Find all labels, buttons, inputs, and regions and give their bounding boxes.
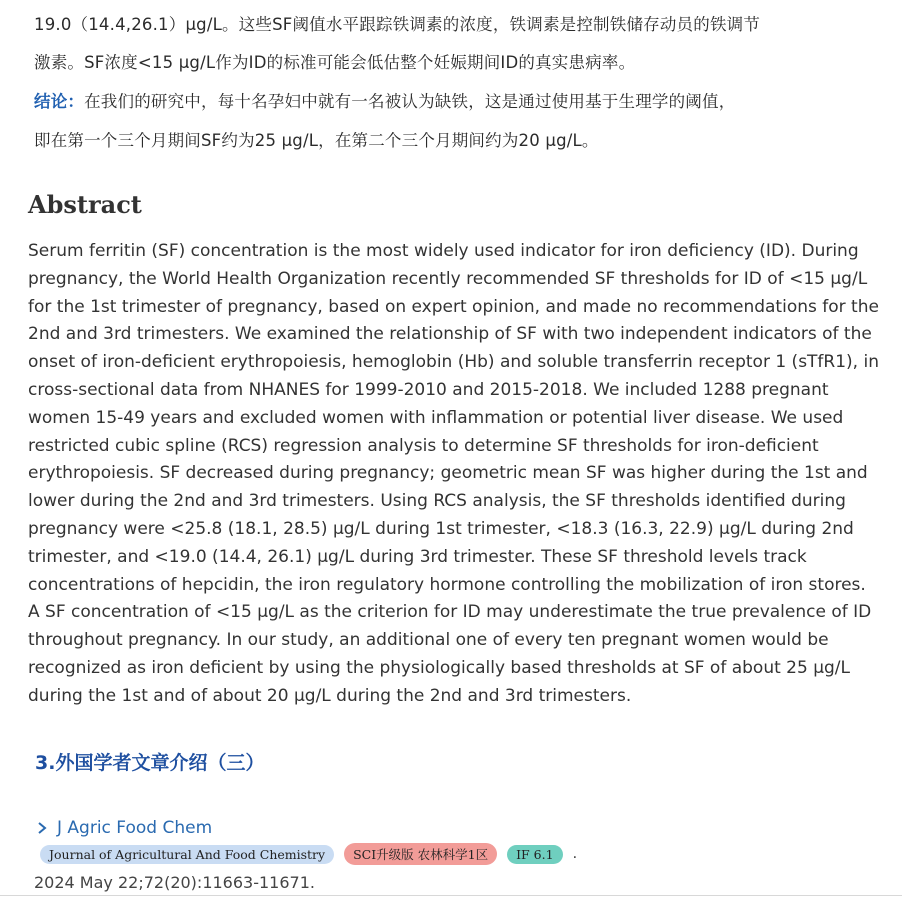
impact-factor-badge[interactable]: IF 6.1 (507, 845, 562, 864)
journal-badges (40, 843, 577, 865)
sci-rank-badge[interactable]: SCI升级版 农林科学1区 (344, 843, 497, 865)
divider (0, 895, 902, 896)
citation-details: 2024 May 22;72(20):11663-11671. (34, 873, 315, 892)
journal-link[interactable] (35, 818, 212, 838)
conclusion-label: 结论： (34, 92, 85, 111)
summary-line-3 (34, 88, 735, 112)
journal-name[interactable]: J Agric Food Chem (57, 818, 213, 838)
abstract-title: Abstract (28, 190, 142, 219)
section-heading: 3.外国学者文章介绍（三） (35, 752, 265, 774)
conclusion-text: 在我们的研究中，每十名孕妇中就有一名被认为缺铁，这是通过使用基于生理学的阈值， (84, 92, 736, 111)
chevron-right-icon (35, 821, 49, 835)
separator-dot: . (572, 846, 578, 862)
summary-line-2: 激素。SF浓度<15 μg/L作为ID的标准可能会低估整个妊娠期间ID的真实患病率。 (34, 53, 636, 72)
abstract-text: Serum ferritin (SF) concentration is the most widely used indicator for iron deficiency (ID). During pregnancy, the World Health Organization recently recommended SF thresholds for ID of <15 μg/L for the 1st trimester of pregnancy, based on expert opinion, and made no recommendations for the 2nd and 3rd trimesters. We examined the relationship of SF with two independent indicators of the onset of iron-deficient erythropoiesis, hemoglobin (Hb) and soluble transferrin receptor 1 (sTfR1), in cross-sectional data from NHANES for 1999-2010 and 2015-2018. We included 1288 pregnant women 15-49 years and excluded women with inflammation or potential liver disease. We used restricted cubic spline (RCS) regression analysis to determine SF thresholds for iron-deficient erythropoiesis. SF decreased during pregnancy; geometric mean SF was higher during the 1st and lower during the 2nd and 3rd trimesters. Using RCS analysis, the SF thresholds identified during pregnancy were <25.8 (18.1, 28.5) μg/L during 1st trimester, <18.3 (16.3, 22.9) μg/L during 2nd trimester, and <19.0 (14.4, 26.1) μg/L during 3rd trimester. These SF threshold levels track concentrations of hepcidin, the iron regulatory hormone controlling the mobilization of iron stores. A SF concentration of <15 μg/L as the criterion for ID may underestimate the true prevalence of ID throughout pregnancy. In our study, an additional one of every ten pregnant women would be recognized as iron deficient by using the physiologically based thresholds at SF of about 25 μg/L during the 1st and of about 20 μg/L during the 2nd and 3rd trimesters. (28, 241, 879, 706)
journal-full-badge[interactable]: Journal of Agricultural And Food Chemistry (40, 845, 334, 864)
summary-line-1: 19.0（14.4,26.1）μg/L。这些SF阈值水平跟踪铁调素的浓度，铁调素是控制铁储存动员的铁调节 (34, 15, 761, 34)
summary-line-4: 即在第一个三个月期间SF约为25 μg/L，在第二个三个月期间约为20 μg/L。 (34, 131, 599, 150)
